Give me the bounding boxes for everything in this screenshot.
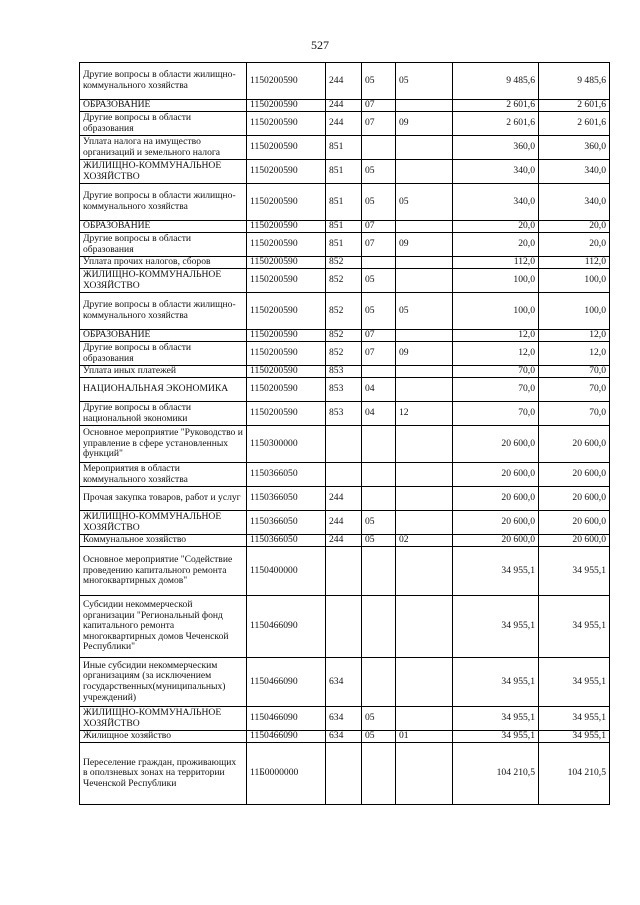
row-sum-year2: 360,0 bbox=[539, 136, 610, 160]
row-section: 05 bbox=[362, 63, 396, 100]
row-code: 1150366050 bbox=[247, 487, 326, 511]
row-subsection bbox=[396, 100, 453, 112]
row-section: 07 bbox=[362, 100, 396, 112]
row-expense-type: 852 bbox=[326, 269, 362, 293]
row-expense-type: 244 bbox=[326, 487, 362, 511]
row-code: 1150200590 bbox=[247, 257, 326, 269]
row-sum-year1: 340,0 bbox=[453, 184, 539, 221]
row-expense-type bbox=[326, 463, 362, 487]
row-section bbox=[362, 136, 396, 160]
row-expense-type bbox=[326, 426, 362, 463]
row-subsection bbox=[396, 463, 453, 487]
row-section bbox=[362, 487, 396, 511]
row-sum-year2: 2 601,6 bbox=[539, 100, 610, 112]
row-code: 1150200590 bbox=[247, 136, 326, 160]
row-name: Прочая закупка товаров, работ и услуг bbox=[80, 487, 247, 511]
row-name: ЖИЛИЩНО-КОММУНАЛЬНОЕ ХОЗЯЙСТВО bbox=[80, 511, 247, 535]
row-sum-year2: 9 485,6 bbox=[539, 63, 610, 100]
row-sum-year2: 20,0 bbox=[539, 221, 610, 233]
row-subsection bbox=[396, 547, 453, 596]
row-name: ЖИЛИЩНО-КОММУНАЛЬНОЕ ХОЗЯЙСТВО bbox=[80, 269, 247, 293]
row-expense-type: 853 bbox=[326, 366, 362, 378]
row-expense-type: 852 bbox=[326, 257, 362, 269]
row-subsection: 05 bbox=[396, 184, 453, 221]
row-sum-year1: 20 600,0 bbox=[453, 487, 539, 511]
table-row bbox=[80, 257, 610, 269]
row-sum-year1: 34 955,1 bbox=[453, 707, 539, 731]
row-sum-year1: 360,0 bbox=[453, 136, 539, 160]
row-code: 1150466090 bbox=[247, 707, 326, 731]
row-subsection: 05 bbox=[396, 63, 453, 100]
row-name: Коммунальное хозяйство bbox=[80, 535, 247, 547]
row-section bbox=[362, 426, 396, 463]
row-subsection bbox=[396, 487, 453, 511]
row-code: 1150200590 bbox=[247, 221, 326, 233]
row-sum-year1: 34 955,1 bbox=[453, 731, 539, 743]
row-expense-type: 852 bbox=[326, 293, 362, 330]
row-sum-year1: 100,0 bbox=[453, 269, 539, 293]
row-name: Основное мероприятие "Руководство и управление в сфере установленных функций" bbox=[80, 426, 247, 463]
row-section: 05 bbox=[362, 269, 396, 293]
row-sum-year1: 70,0 bbox=[453, 402, 539, 426]
row-sum-year2: 20 600,0 bbox=[539, 487, 610, 511]
row-code: 1150466090 bbox=[247, 658, 326, 707]
row-sum-year2: 20,0 bbox=[539, 233, 610, 257]
row-name: Другие вопросы в области образования bbox=[80, 342, 247, 366]
row-code: 1150200590 bbox=[247, 112, 326, 136]
row-name: Субсидии некоммерческой организации "Региональный фонд капитального ремонта многоквартирных домов Чеченской Республики" bbox=[80, 596, 247, 658]
row-name: Иные субсидии некоммерческим организациям (за исключением государственных(муниципальных) учреждений) bbox=[80, 658, 247, 707]
row-subsection bbox=[396, 426, 453, 463]
row-sum-year1: 12,0 bbox=[453, 342, 539, 366]
row-sum-year1: 20,0 bbox=[453, 221, 539, 233]
row-expense-type: 853 bbox=[326, 378, 362, 402]
table-row bbox=[80, 547, 610, 596]
table-row bbox=[80, 378, 610, 402]
row-sum-year1: 12,0 bbox=[453, 330, 539, 342]
row-sum-year2: 20 600,0 bbox=[539, 535, 610, 547]
row-name: Другие вопросы в области жилищно-коммунального хозяйства bbox=[80, 63, 247, 100]
row-subsection bbox=[396, 269, 453, 293]
row-expense-type bbox=[326, 743, 362, 805]
row-subsection bbox=[396, 366, 453, 378]
row-expense-type: 634 bbox=[326, 731, 362, 743]
row-subsection bbox=[396, 378, 453, 402]
row-subsection bbox=[396, 658, 453, 707]
row-expense-type: 244 bbox=[326, 100, 362, 112]
row-subsection bbox=[396, 330, 453, 342]
row-code: 1150300000 bbox=[247, 426, 326, 463]
row-section: 05 bbox=[362, 535, 396, 547]
table-row bbox=[80, 743, 610, 805]
row-code: 1150200590 bbox=[247, 160, 326, 184]
row-sum-year1: 340,0 bbox=[453, 160, 539, 184]
row-sum-year1: 20 600,0 bbox=[453, 535, 539, 547]
row-expense-type bbox=[326, 547, 362, 596]
row-subsection: 02 bbox=[396, 535, 453, 547]
row-section: 05 bbox=[362, 293, 396, 330]
row-sum-year2: 70,0 bbox=[539, 402, 610, 426]
row-code: 11Б0000000 bbox=[247, 743, 326, 805]
row-sum-year2: 340,0 bbox=[539, 160, 610, 184]
row-code: 1150200590 bbox=[247, 366, 326, 378]
row-name: ЖИЛИЩНО-КОММУНАЛЬНОЕ ХОЗЯЙСТВО bbox=[80, 160, 247, 184]
row-subsection bbox=[396, 160, 453, 184]
row-name: ОБРАЗОВАНИЕ bbox=[80, 221, 247, 233]
row-name: Жилищное хозяйство bbox=[80, 731, 247, 743]
table-row bbox=[80, 596, 610, 658]
row-sum-year2: 340,0 bbox=[539, 184, 610, 221]
row-sum-year1: 34 955,1 bbox=[453, 658, 539, 707]
row-section: 07 bbox=[362, 342, 396, 366]
table-row bbox=[80, 426, 610, 463]
row-name: Мероприятия в области коммунального хозяйства bbox=[80, 463, 247, 487]
row-section bbox=[362, 547, 396, 596]
row-section bbox=[362, 463, 396, 487]
page-number: 527 bbox=[311, 38, 329, 52]
table-row bbox=[80, 136, 610, 160]
row-sum-year2: 34 955,1 bbox=[539, 707, 610, 731]
row-name: Другие вопросы в области образования bbox=[80, 112, 247, 136]
table-row bbox=[80, 366, 610, 378]
row-subsection bbox=[396, 257, 453, 269]
row-name: Уплата иных платежей bbox=[80, 366, 247, 378]
row-sum-year2: 12,0 bbox=[539, 330, 610, 342]
table-row bbox=[80, 342, 610, 366]
row-code: 1150200590 bbox=[247, 100, 326, 112]
row-subsection bbox=[396, 707, 453, 731]
row-section: 04 bbox=[362, 402, 396, 426]
row-section: 05 bbox=[362, 511, 396, 535]
row-expense-type: 851 bbox=[326, 184, 362, 221]
row-sum-year2: 34 955,1 bbox=[539, 547, 610, 596]
row-section bbox=[362, 366, 396, 378]
row-code: 1150200590 bbox=[247, 402, 326, 426]
row-name: Другие вопросы в области жилищно-коммунального хозяйства bbox=[80, 184, 247, 221]
row-subsection bbox=[396, 511, 453, 535]
row-code: 1150200590 bbox=[247, 330, 326, 342]
row-expense-type: 851 bbox=[326, 160, 362, 184]
row-name: Другие вопросы в области жилищно-коммунального хозяйства bbox=[80, 293, 247, 330]
row-section: 05 bbox=[362, 731, 396, 743]
row-name: Другие вопросы в области национальной экономики bbox=[80, 402, 247, 426]
row-code: 1150366050 bbox=[247, 511, 326, 535]
row-section bbox=[362, 257, 396, 269]
row-expense-type: 244 bbox=[326, 112, 362, 136]
row-section bbox=[362, 658, 396, 707]
row-section: 04 bbox=[362, 378, 396, 402]
row-expense-type: 853 bbox=[326, 402, 362, 426]
row-section: 07 bbox=[362, 221, 396, 233]
row-sum-year2: 12,0 bbox=[539, 342, 610, 366]
row-subsection bbox=[396, 743, 453, 805]
row-sum-year2: 70,0 bbox=[539, 378, 610, 402]
row-sum-year1: 70,0 bbox=[453, 366, 539, 378]
row-sum-year1: 34 955,1 bbox=[453, 596, 539, 658]
row-sum-year2: 34 955,1 bbox=[539, 658, 610, 707]
table-row bbox=[80, 269, 610, 293]
row-expense-type bbox=[326, 596, 362, 658]
row-code: 1150466090 bbox=[247, 596, 326, 658]
row-expense-type: 244 bbox=[326, 535, 362, 547]
row-sum-year1: 2 601,6 bbox=[453, 112, 539, 136]
table-row bbox=[80, 233, 610, 257]
row-subsection: 12 bbox=[396, 402, 453, 426]
row-code: 1150400000 bbox=[247, 547, 326, 596]
row-name: Основное мероприятие "Содействие проведению капитального ремонта многоквартирных домов" bbox=[80, 547, 247, 596]
row-sum-year2: 34 955,1 bbox=[539, 731, 610, 743]
row-sum-year1: 104 210,5 bbox=[453, 743, 539, 805]
row-sum-year2: 100,0 bbox=[539, 269, 610, 293]
row-expense-type: 851 bbox=[326, 221, 362, 233]
row-expense-type: 851 bbox=[326, 136, 362, 160]
row-code: 1150466090 bbox=[247, 731, 326, 743]
row-sum-year2: 70,0 bbox=[539, 366, 610, 378]
row-subsection: 05 bbox=[396, 293, 453, 330]
table-row bbox=[80, 463, 610, 487]
row-expense-type: 244 bbox=[326, 511, 362, 535]
row-sum-year2: 34 955,1 bbox=[539, 596, 610, 658]
row-section: 05 bbox=[362, 184, 396, 221]
row-code: 1150200590 bbox=[247, 342, 326, 366]
row-sum-year2: 2 601,6 bbox=[539, 112, 610, 136]
row-code: 1150366050 bbox=[247, 463, 326, 487]
row-subsection: 09 bbox=[396, 342, 453, 366]
table-row bbox=[80, 100, 610, 112]
row-section: 07 bbox=[362, 233, 396, 257]
row-subsection bbox=[396, 221, 453, 233]
row-code: 1150200590 bbox=[247, 269, 326, 293]
row-section: 05 bbox=[362, 160, 396, 184]
table-row bbox=[80, 112, 610, 136]
row-sum-year1: 20 600,0 bbox=[453, 463, 539, 487]
row-sum-year2: 20 600,0 bbox=[539, 511, 610, 535]
row-expense-type: 852 bbox=[326, 330, 362, 342]
row-code: 1150200590 bbox=[247, 378, 326, 402]
row-expense-type: 634 bbox=[326, 658, 362, 707]
row-section: 07 bbox=[362, 112, 396, 136]
row-code: 1150200590 bbox=[247, 184, 326, 221]
row-sum-year1: 20 600,0 bbox=[453, 511, 539, 535]
row-subsection: 09 bbox=[396, 112, 453, 136]
row-sum-year1: 34 955,1 bbox=[453, 547, 539, 596]
row-name: ОБРАЗОВАНИЕ bbox=[80, 330, 247, 342]
row-name: НАЦИОНАЛЬНАЯ ЭКОНОМИКА bbox=[80, 378, 247, 402]
row-name: ОБРАЗОВАНИЕ bbox=[80, 100, 247, 112]
row-code: 1150200590 bbox=[247, 233, 326, 257]
row-sum-year2: 20 600,0 bbox=[539, 426, 610, 463]
table-row bbox=[80, 658, 610, 707]
row-code: 1150200590 bbox=[247, 293, 326, 330]
row-subsection: 01 bbox=[396, 731, 453, 743]
table-row bbox=[80, 511, 610, 535]
row-sum-year1: 2 601,6 bbox=[453, 100, 539, 112]
row-code: 1150366050 bbox=[247, 535, 326, 547]
row-sum-year1: 9 485,6 bbox=[453, 63, 539, 100]
row-expense-type: 852 bbox=[326, 342, 362, 366]
table-row bbox=[80, 402, 610, 426]
table-row bbox=[80, 184, 610, 221]
table-row bbox=[80, 293, 610, 330]
row-section: 05 bbox=[362, 707, 396, 731]
row-sum-year1: 112,0 bbox=[453, 257, 539, 269]
table-row bbox=[80, 160, 610, 184]
row-subsection bbox=[396, 136, 453, 160]
row-name: Уплата прочих налогов, сборов bbox=[80, 257, 247, 269]
row-subsection: 09 bbox=[396, 233, 453, 257]
row-section bbox=[362, 743, 396, 805]
table-row bbox=[80, 535, 610, 547]
row-subsection bbox=[396, 596, 453, 658]
table-row bbox=[80, 330, 610, 342]
row-code: 1150200590 bbox=[247, 63, 326, 100]
row-sum-year1: 70,0 bbox=[453, 378, 539, 402]
table-row bbox=[80, 63, 610, 100]
row-sum-year2: 100,0 bbox=[539, 293, 610, 330]
table-row bbox=[80, 731, 610, 743]
row-name: Другие вопросы в области образования bbox=[80, 233, 247, 257]
table-row bbox=[80, 487, 610, 511]
row-sum-year1: 100,0 bbox=[453, 293, 539, 330]
row-expense-type: 851 bbox=[326, 233, 362, 257]
row-name: ЖИЛИЩНО-КОММУНАЛЬНОЕ ХОЗЯЙСТВО bbox=[80, 707, 247, 731]
row-sum-year2: 104 210,5 bbox=[539, 743, 610, 805]
row-expense-type: 244 bbox=[326, 63, 362, 100]
table-row bbox=[80, 707, 610, 731]
row-sum-year1: 20,0 bbox=[453, 233, 539, 257]
row-section bbox=[362, 596, 396, 658]
row-sum-year2: 20 600,0 bbox=[539, 463, 610, 487]
row-name: Переселение граждан, проживающих в оползневых зонах на территории Чеченской Республики bbox=[80, 743, 247, 805]
row-sum-year2: 112,0 bbox=[539, 257, 610, 269]
row-expense-type: 634 bbox=[326, 707, 362, 731]
table-row bbox=[80, 221, 610, 233]
row-name: Уплата налога на имущество организаций и земельного налога bbox=[80, 136, 247, 160]
row-sum-year1: 20 600,0 bbox=[453, 426, 539, 463]
budget-table bbox=[79, 62, 610, 805]
row-section: 07 bbox=[362, 330, 396, 342]
